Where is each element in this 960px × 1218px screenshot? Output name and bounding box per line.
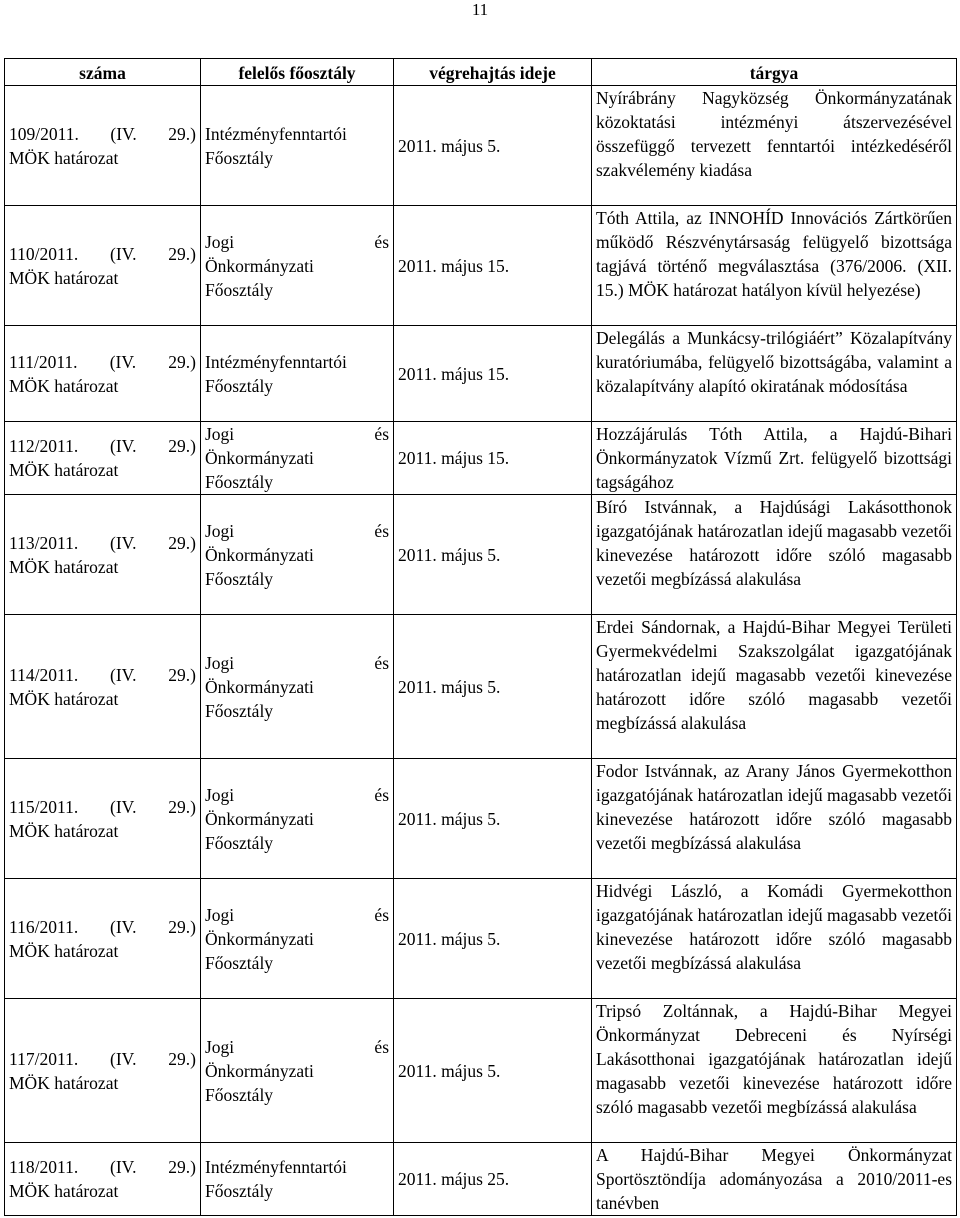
table-row <box>5 1143 957 1216</box>
decision-type: MÖK határozat <box>9 460 119 480</box>
department-line: Jogi és <box>205 1036 389 1057</box>
decision-number-cell <box>5 999 201 1143</box>
subject-text: Hidvégi László, a Komádi Gyermekotthon igazgatójának határozatlan idejű magasabb vezetői kinevezése határozott időre szóló magasabb vezetői megbízássá alakulása <box>596 881 952 973</box>
department-line: Intézményfenntartói <box>205 123 347 144</box>
decision-type: MÖK határozat <box>9 688 119 709</box>
subject-text: Tripsó Zoltánnak, a Hajdú-Bihar Megyei Önkormányzat Debreceni és Nyírségi Lakásotthonai igazgatójának határozatlan idejű magasabb vezetői kinevezése határozott időre szóló magasabb vezetői megbízássá alakulása <box>596 1001 952 1117</box>
department-line: Önkormányzati <box>205 928 314 949</box>
table-row <box>5 879 957 999</box>
decision-type: MÖK határozat <box>9 147 119 168</box>
decision-number-cell <box>5 86 201 206</box>
decision-type: MÖK határozat <box>9 556 119 577</box>
subject-cell <box>592 759 957 879</box>
subject-text: Delegálás a Munkácsy-trilógiáért” Közalapítvány kuratóriumába, felügyelő bizottságába, valamint a közalapítvány alapító okiratának módosítása <box>596 328 952 396</box>
subject-cell <box>592 326 957 422</box>
decision-number-cell <box>5 879 201 999</box>
department-line: Intézményfenntartói <box>205 351 347 372</box>
table-row <box>5 495 957 615</box>
department-line: Önkormányzati <box>205 448 314 468</box>
subject-cell <box>592 1143 957 1216</box>
decision-number: 112/2011. (IV. 29.) <box>9 436 196 456</box>
deadline-cell <box>394 495 592 615</box>
header-number: száma <box>5 59 201 86</box>
department-line: Főosztály <box>205 568 274 589</box>
deadline-cell <box>394 86 592 206</box>
department-cell <box>201 1143 394 1216</box>
subject-cell <box>592 879 957 999</box>
decision-number-cell <box>5 615 201 759</box>
department-line: Önkormányzati <box>205 255 314 276</box>
deadline: 2011. május 5. <box>398 676 501 697</box>
department-line: Jogi és <box>205 424 389 444</box>
deadline: 2011. május 5. <box>398 808 501 829</box>
decision-number-cell <box>5 206 201 326</box>
deadline-cell <box>394 1143 592 1216</box>
header-subject: tárgya <box>592 59 957 86</box>
table-header-row <box>5 59 957 86</box>
header-deadline: végrehajtás ideje <box>394 59 592 86</box>
deadline: 2011. május 5. <box>398 1060 501 1081</box>
subject-text: Bíró Istvánnak, a Hajdúsági Lakásotthonok igazgatójának határozatlan idejű magasabb vezetői kinevezése határozott időre szóló magasabb vezetői megbízássá alakulása <box>596 497 952 589</box>
department-line: Főosztály <box>205 147 274 168</box>
subject-cell <box>592 422 957 495</box>
decision-type: MÖK határozat <box>9 820 119 841</box>
table-row <box>5 999 957 1143</box>
department-cell <box>201 999 394 1143</box>
table-row <box>5 759 957 879</box>
deadline: 2011. május 5. <box>398 544 501 565</box>
decision-number-cell <box>5 422 201 495</box>
department-cell <box>201 326 394 422</box>
decision-number: 114/2011. (IV. 29.) <box>9 664 196 685</box>
subject-cell <box>592 999 957 1143</box>
decision-number: 118/2011. (IV. 29.) <box>9 1157 196 1177</box>
department-line: Önkormányzati <box>205 1060 314 1081</box>
subject-text: Nyírábrány Nagyközség Önkormányzatának közoktatási intézményi átszervezésével összefüggő tervezett fenntartói intézkedéséről szakvélemény kiadása <box>596 88 952 180</box>
table-row <box>5 206 957 326</box>
deadline-cell <box>394 879 592 999</box>
deadline-cell <box>394 759 592 879</box>
department-line: Főosztály <box>205 279 274 300</box>
department-line: Önkormányzati <box>205 544 314 565</box>
decision-number: 117/2011. (IV. 29.) <box>9 1048 196 1069</box>
department-cell <box>201 86 394 206</box>
department-cell <box>201 879 394 999</box>
table-row <box>5 615 957 759</box>
department-line: Főosztály <box>205 1181 274 1201</box>
decision-type: MÖK határozat <box>9 375 119 396</box>
subject-text: Tóth Attila, az INNOHÍD Innovációs Zártkörűen működő Részvénytársaság felügyelő bizottsága tagjává történő megválasztása (376/2006. (XII. 15.) MÖK határozat hatályon kívül helyezése) <box>596 208 952 300</box>
decision-number-cell <box>5 759 201 879</box>
subject-text: Hozzájárulás Tóth Attila, a Hajdú-Bihari Önkormányzatok Vízmű Zrt. felügyelő bizottsági tagságához <box>596 424 952 492</box>
subject-cell <box>592 495 957 615</box>
department-cell <box>201 422 394 495</box>
decision-number-cell <box>5 326 201 422</box>
decision-type: MÖK határozat <box>9 940 119 961</box>
department-line: Főosztály <box>205 472 274 492</box>
department-line: Önkormányzati <box>205 808 314 829</box>
decision-number: 116/2011. (IV. 29.) <box>9 916 196 937</box>
decision-number: 115/2011. (IV. 29.) <box>9 796 196 817</box>
decision-type: MÖK határozat <box>9 1072 119 1093</box>
subject-cell <box>592 86 957 206</box>
deadline: 2011. május 5. <box>398 928 501 949</box>
department-line: Jogi és <box>205 231 389 252</box>
department-line: Főosztály <box>205 375 274 396</box>
department-line: Főosztály <box>205 700 274 721</box>
deadline-cell <box>394 206 592 326</box>
department-line: Főosztály <box>205 952 274 973</box>
subject-text: A Hajdú-Bihar Megyei Önkormányzat Sportösztöndíja adományozása a 2010/2011-es tanévben <box>596 1145 952 1213</box>
deadline: 2011. május 15. <box>398 448 510 468</box>
subject-cell <box>592 206 957 326</box>
department-cell <box>201 495 394 615</box>
decisions-table <box>4 58 957 1216</box>
deadline: 2011. május 25. <box>398 1169 510 1189</box>
decision-type: MÖK határozat <box>9 267 119 288</box>
table-row <box>5 326 957 422</box>
deadline-cell <box>394 326 592 422</box>
department-line: Főosztály <box>205 1084 274 1105</box>
table-row <box>5 422 957 495</box>
department-line: Jogi és <box>205 904 389 925</box>
decision-number: 113/2011. (IV. 29.) <box>9 532 196 553</box>
deadline: 2011. május 5. <box>398 135 501 156</box>
page-number: 11 <box>471 0 489 19</box>
deadline-cell <box>394 999 592 1143</box>
department-line: Jogi és <box>205 520 389 541</box>
subject-cell <box>592 615 957 759</box>
deadline-cell <box>394 615 592 759</box>
department-line: Jogi és <box>205 784 389 805</box>
table-row <box>5 86 957 206</box>
department-line: Önkormányzati <box>205 676 314 697</box>
department-line: Főosztály <box>205 832 274 853</box>
subject-text: Erdei Sándornak, a Hajdú-Bihar Megyei Területi Gyermekvédelmi Szakszolgálat igazgatójának határozatlan idejű magasabb vezetői kinevezése határozott időre szóló magasabb vezetői megbízássá alakulása <box>596 617 952 733</box>
decision-number-cell <box>5 495 201 615</box>
decision-number-cell <box>5 1143 201 1216</box>
deadline-cell <box>394 422 592 495</box>
header-department: felelős főosztály <box>201 59 394 86</box>
decision-type: MÖK határozat <box>9 1181 119 1201</box>
decision-number: 109/2011. (IV. 29.) <box>9 123 196 144</box>
deadline: 2011. május 15. <box>398 363 510 384</box>
department-line: Jogi és <box>205 652 389 673</box>
deadline: 2011. május 15. <box>398 255 510 276</box>
decision-number: 111/2011. (IV. 29.) <box>9 351 196 372</box>
department-cell <box>201 206 394 326</box>
department-cell <box>201 615 394 759</box>
department-line: Intézményfenntartói <box>205 1157 347 1177</box>
subject-text: Fodor Istvánnak, az Arany János Gyermekotthon igazgatójának határozatlan idejű magasabb vezetői kinevezése határozott időre szóló magasabb vezetői megbízássá alakulása <box>596 761 952 853</box>
department-cell <box>201 759 394 879</box>
decision-number: 110/2011. (IV. 29.) <box>9 243 196 264</box>
